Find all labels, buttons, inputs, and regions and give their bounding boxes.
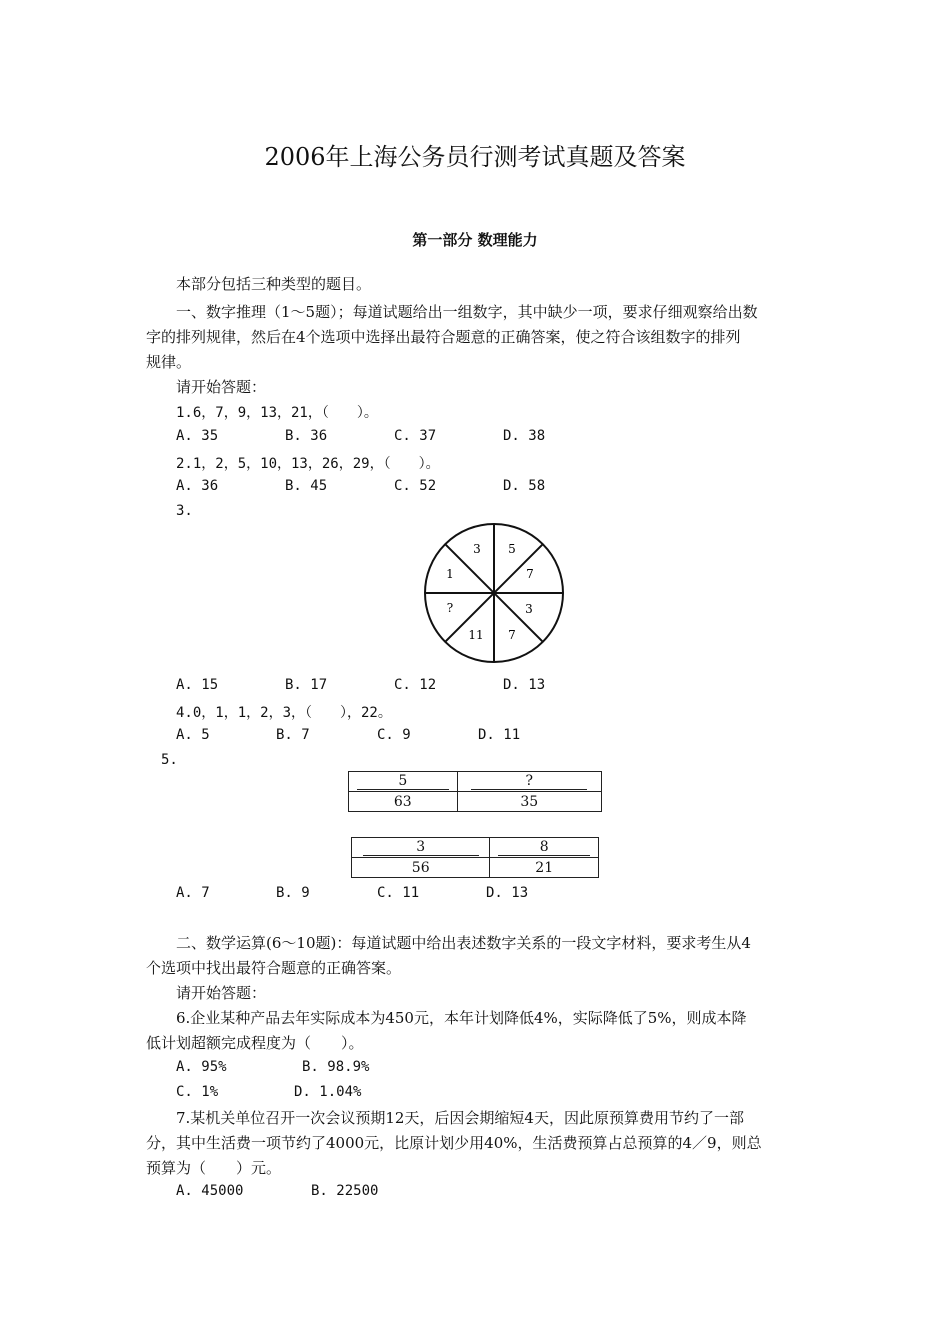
part2-desc-line1: 二、数学运算(6～10题)：每道试题中给出表述数字关系的一段文字材料，要求考生从4 — [176, 934, 751, 952]
start-prompt-2: 请开始答题： — [176, 984, 267, 1002]
q6-option-c: C. 1% — [176, 1084, 219, 1100]
q6-option-d: D. 1.04% — [294, 1084, 362, 1100]
q5-t2-cell — [352, 838, 490, 858]
q5-t1-cell — [349, 792, 458, 812]
part2-desc-line2: 个选项中找出最符合题意的正确答案。 — [146, 959, 402, 977]
q5-t1-cell — [457, 772, 601, 792]
q1-option-b: B. 36 — [285, 428, 328, 444]
q2-stem: 2.1，2，5，10，13，26，29，（ ）。 — [176, 456, 440, 472]
q7-stem-line3: 预算为（ ）元。 — [146, 1159, 282, 1177]
q5-table-2 — [351, 837, 599, 878]
q1-option-a: A. 35 — [176, 428, 219, 444]
q5-t1-bottom-left: 63 — [393, 793, 412, 810]
q4-option-a: A. 5 — [176, 727, 210, 743]
q5-t2-top-left: 3 — [363, 840, 479, 856]
q5-t1-top-right: ? — [471, 774, 587, 790]
part1-desc-line3: 规律。 — [146, 353, 192, 371]
q5-t1-bottom-right: 35 — [520, 793, 539, 810]
q5-option-b: B. 9 — [276, 885, 310, 901]
q5-option-a: A. 7 — [176, 885, 210, 901]
q5-t2-top-right: 8 — [498, 840, 590, 856]
q3-stem: 3. — [176, 503, 193, 519]
wheel-label: ? — [446, 601, 454, 615]
wheel-label: 3 — [473, 542, 481, 556]
wheel-label: 1 — [446, 567, 454, 581]
q5-t2-cell — [352, 858, 490, 878]
q6-option-a: A. 95% — [176, 1059, 227, 1075]
q4-stem: 4.0，1，1，2，3，（ ），22。 — [176, 705, 392, 721]
q6-stem-line1: 6.企业某种产品去年实际成本为450元，本年计划降低4%，实际降低了5%，则成本降 — [176, 1009, 747, 1027]
number-wheel — [420, 521, 570, 665]
q1-stem: 1.6，7，9，13，21，（ ）。 — [176, 405, 378, 421]
q5-option-c: C. 11 — [377, 885, 420, 901]
q4-option-c: C. 9 — [377, 727, 411, 743]
q5-t2-bottom-left: 56 — [411, 859, 430, 876]
q7-stem-line1: 7.某机关单位召开一次会议预期12天，后因会期缩短4天，因此原预算费用节约了一部 — [176, 1109, 744, 1127]
q4-option-b: B. 7 — [276, 727, 310, 743]
q5-table-1 — [348, 771, 602, 812]
start-prompt-1: 请开始答题： — [176, 378, 267, 396]
q5-t2-bottom-right: 21 — [535, 859, 554, 876]
q5-t1-cell — [349, 772, 458, 792]
part1-desc-line1: 一、数字推理（1～5题）；每道试题给出一组数字，其中缺少一项，要求仔细观察给出数 — [176, 303, 758, 321]
q5-stem: 5. — [161, 752, 178, 768]
q2-option-d: D. 58 — [503, 478, 546, 494]
q3-option-c: C. 12 — [394, 677, 437, 693]
q3-option-a: A. 15 — [176, 677, 219, 693]
wheel-label: 11 — [468, 628, 484, 642]
q5-t2-cell — [490, 858, 599, 878]
q6-option-b: B. 98.9% — [302, 1059, 370, 1075]
q1-option-d: D. 38 — [503, 428, 546, 444]
wheel-label: 7 — [526, 567, 534, 581]
q3-option-b: B. 17 — [285, 677, 328, 693]
section-title: 第一部分 数理能力 — [412, 231, 538, 249]
q1-option-c: C. 37 — [394, 428, 437, 444]
page-title: 2006年上海公务员行测考试真题及答案 — [264, 143, 686, 171]
q2-option-b: B. 45 — [285, 478, 328, 494]
q7-option-b: B. 22500 — [311, 1183, 379, 1199]
q5-t1-cell — [457, 792, 601, 812]
q7-option-a: A. 45000 — [176, 1183, 244, 1199]
q2-option-a: A. 36 — [176, 478, 219, 494]
q5-t2-cell — [490, 838, 599, 858]
q5-option-d: D. 13 — [486, 885, 529, 901]
wheel-label: 7 — [508, 628, 516, 642]
q4-option-d: D. 11 — [478, 727, 521, 743]
q3-option-d: D. 13 — [503, 677, 546, 693]
wheel-label: 5 — [508, 542, 516, 556]
q7-stem-line2: 分，其中生活费一项节约了4000元，比原计划少用40%，生活费预算占总预算的4／9，则总 — [146, 1134, 762, 1152]
part1-desc-line2: 字的排列规律，然后在4个选项中选择出最符合题意的正确答案，使之符合该组数字的排列 — [146, 328, 741, 346]
wheel-label: 3 — [525, 602, 533, 616]
q6-stem-line2: 低计划超额完成程度为（ ）。 — [146, 1034, 364, 1052]
q5-t1-top-left: 5 — [357, 774, 449, 790]
q2-option-c: C. 52 — [394, 478, 437, 494]
intro-text: 本部分包括三种类型的题目。 — [176, 275, 372, 293]
